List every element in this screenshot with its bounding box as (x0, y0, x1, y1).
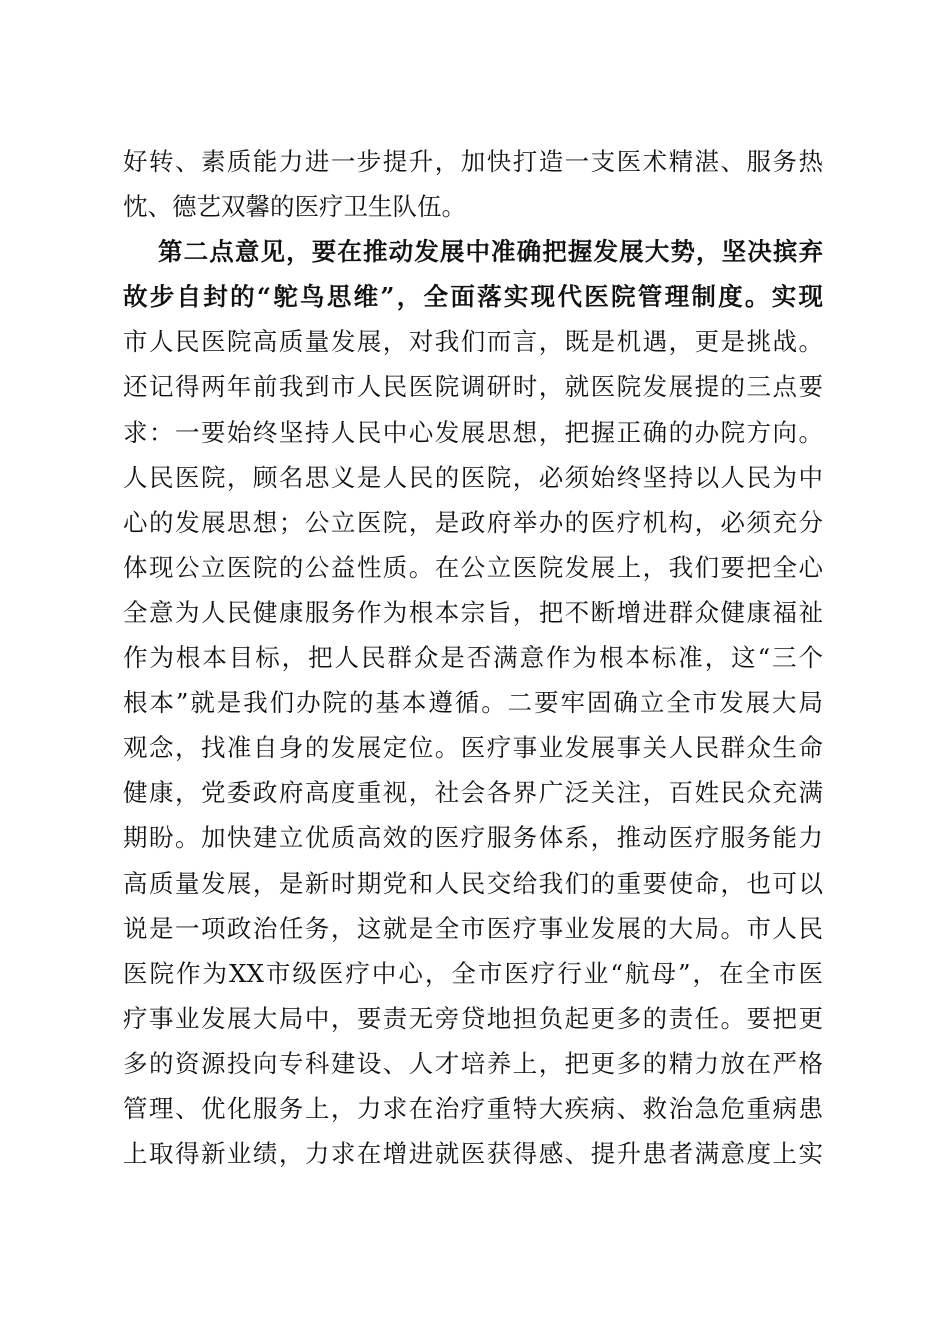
p2-line-8: 体现公立医院的公益性质。在公立医院发展上，我们要把全心 (123, 552, 823, 582)
document-body (123, 139, 823, 1176)
p2-line-3: 市人民医院高质量发展，对我们而言，既是机遇，更是挑战。 (123, 327, 823, 357)
p2-line-21: 上取得新业绩，力求在增进就医获得感、提升患者满意度上实 (123, 1139, 823, 1169)
p2-line-15: 高质量发展，是新时期党和人民交给我们的重要使命，也可以 (123, 868, 823, 898)
p2-line-1: 第二点意见，要在推动发展中准确把握发展大势，坚决摈弃 (158, 237, 823, 267)
p2-line-9: 全意为人民健康服务作为根本宗旨，把不断增进群众健康福祉 (123, 597, 823, 627)
p1-line-1: 好转、素质能力进一步提升，加快打造一支医术精湛、服务热 (123, 147, 823, 176)
p2-line-14: 期盼。加快建立优质高效的医疗服务体系，推动医疗服务能力 (123, 823, 823, 853)
p2-line-11: 根本”就是我们办院的基本遵循。二要牢固确立全市发展大局 (123, 688, 823, 718)
p2-line-4: 还记得两年前我到市人民医院调研时，就医院发展提的三点要 (123, 372, 823, 402)
p2-line-6: 人民医院，顾名思义是人民的医院，必须始终坚持以人民为中 (123, 462, 823, 492)
p2-line-13: 健康，党委政府高度重视，社会各界广泛关注，百姓民众充满 (123, 778, 823, 808)
p2-line-18: 疗事业发展大局中，要责无旁贷地担负起更多的责任。要把更 (123, 1003, 823, 1033)
p2-line-5: 求：一要始终坚持人民中心发展思想，把握正确的办院方向。 (123, 417, 823, 447)
p2-line-10: 作为根本目标，把人民群众是否满意作为根本标准，这“三个 (123, 643, 823, 673)
p2-line-17: 医院作为XX市级医疗中心，全市医疗行业“航母”，在全市医 (123, 958, 823, 988)
p1-line-2: 忱、德艺双馨的医疗卫生队伍。 (123, 192, 466, 222)
p2-line-20: 管理、优化服务上，力求在治疗重特大疾病、救治急危重病患 (123, 1093, 823, 1123)
p2-line-16: 说是一项政治任务，这就是全市医疗事业发展的大局。市人民 (123, 913, 823, 943)
p2-line-19: 多的资源投向专科建设、人才培养上，把更多的精力放在严格 (123, 1048, 823, 1078)
p2-line-2: 故步自封的“鸵鸟思维”，全面落实现代医院管理制度。实现 (123, 282, 823, 312)
p2-line-12: 观念，找准自身的发展定位。医疗事业发展事关人民群众生命 (123, 733, 823, 763)
p2-line-7: 心的发展思想；公立医院，是政府举办的医疗机构，必须充分 (123, 507, 823, 537)
